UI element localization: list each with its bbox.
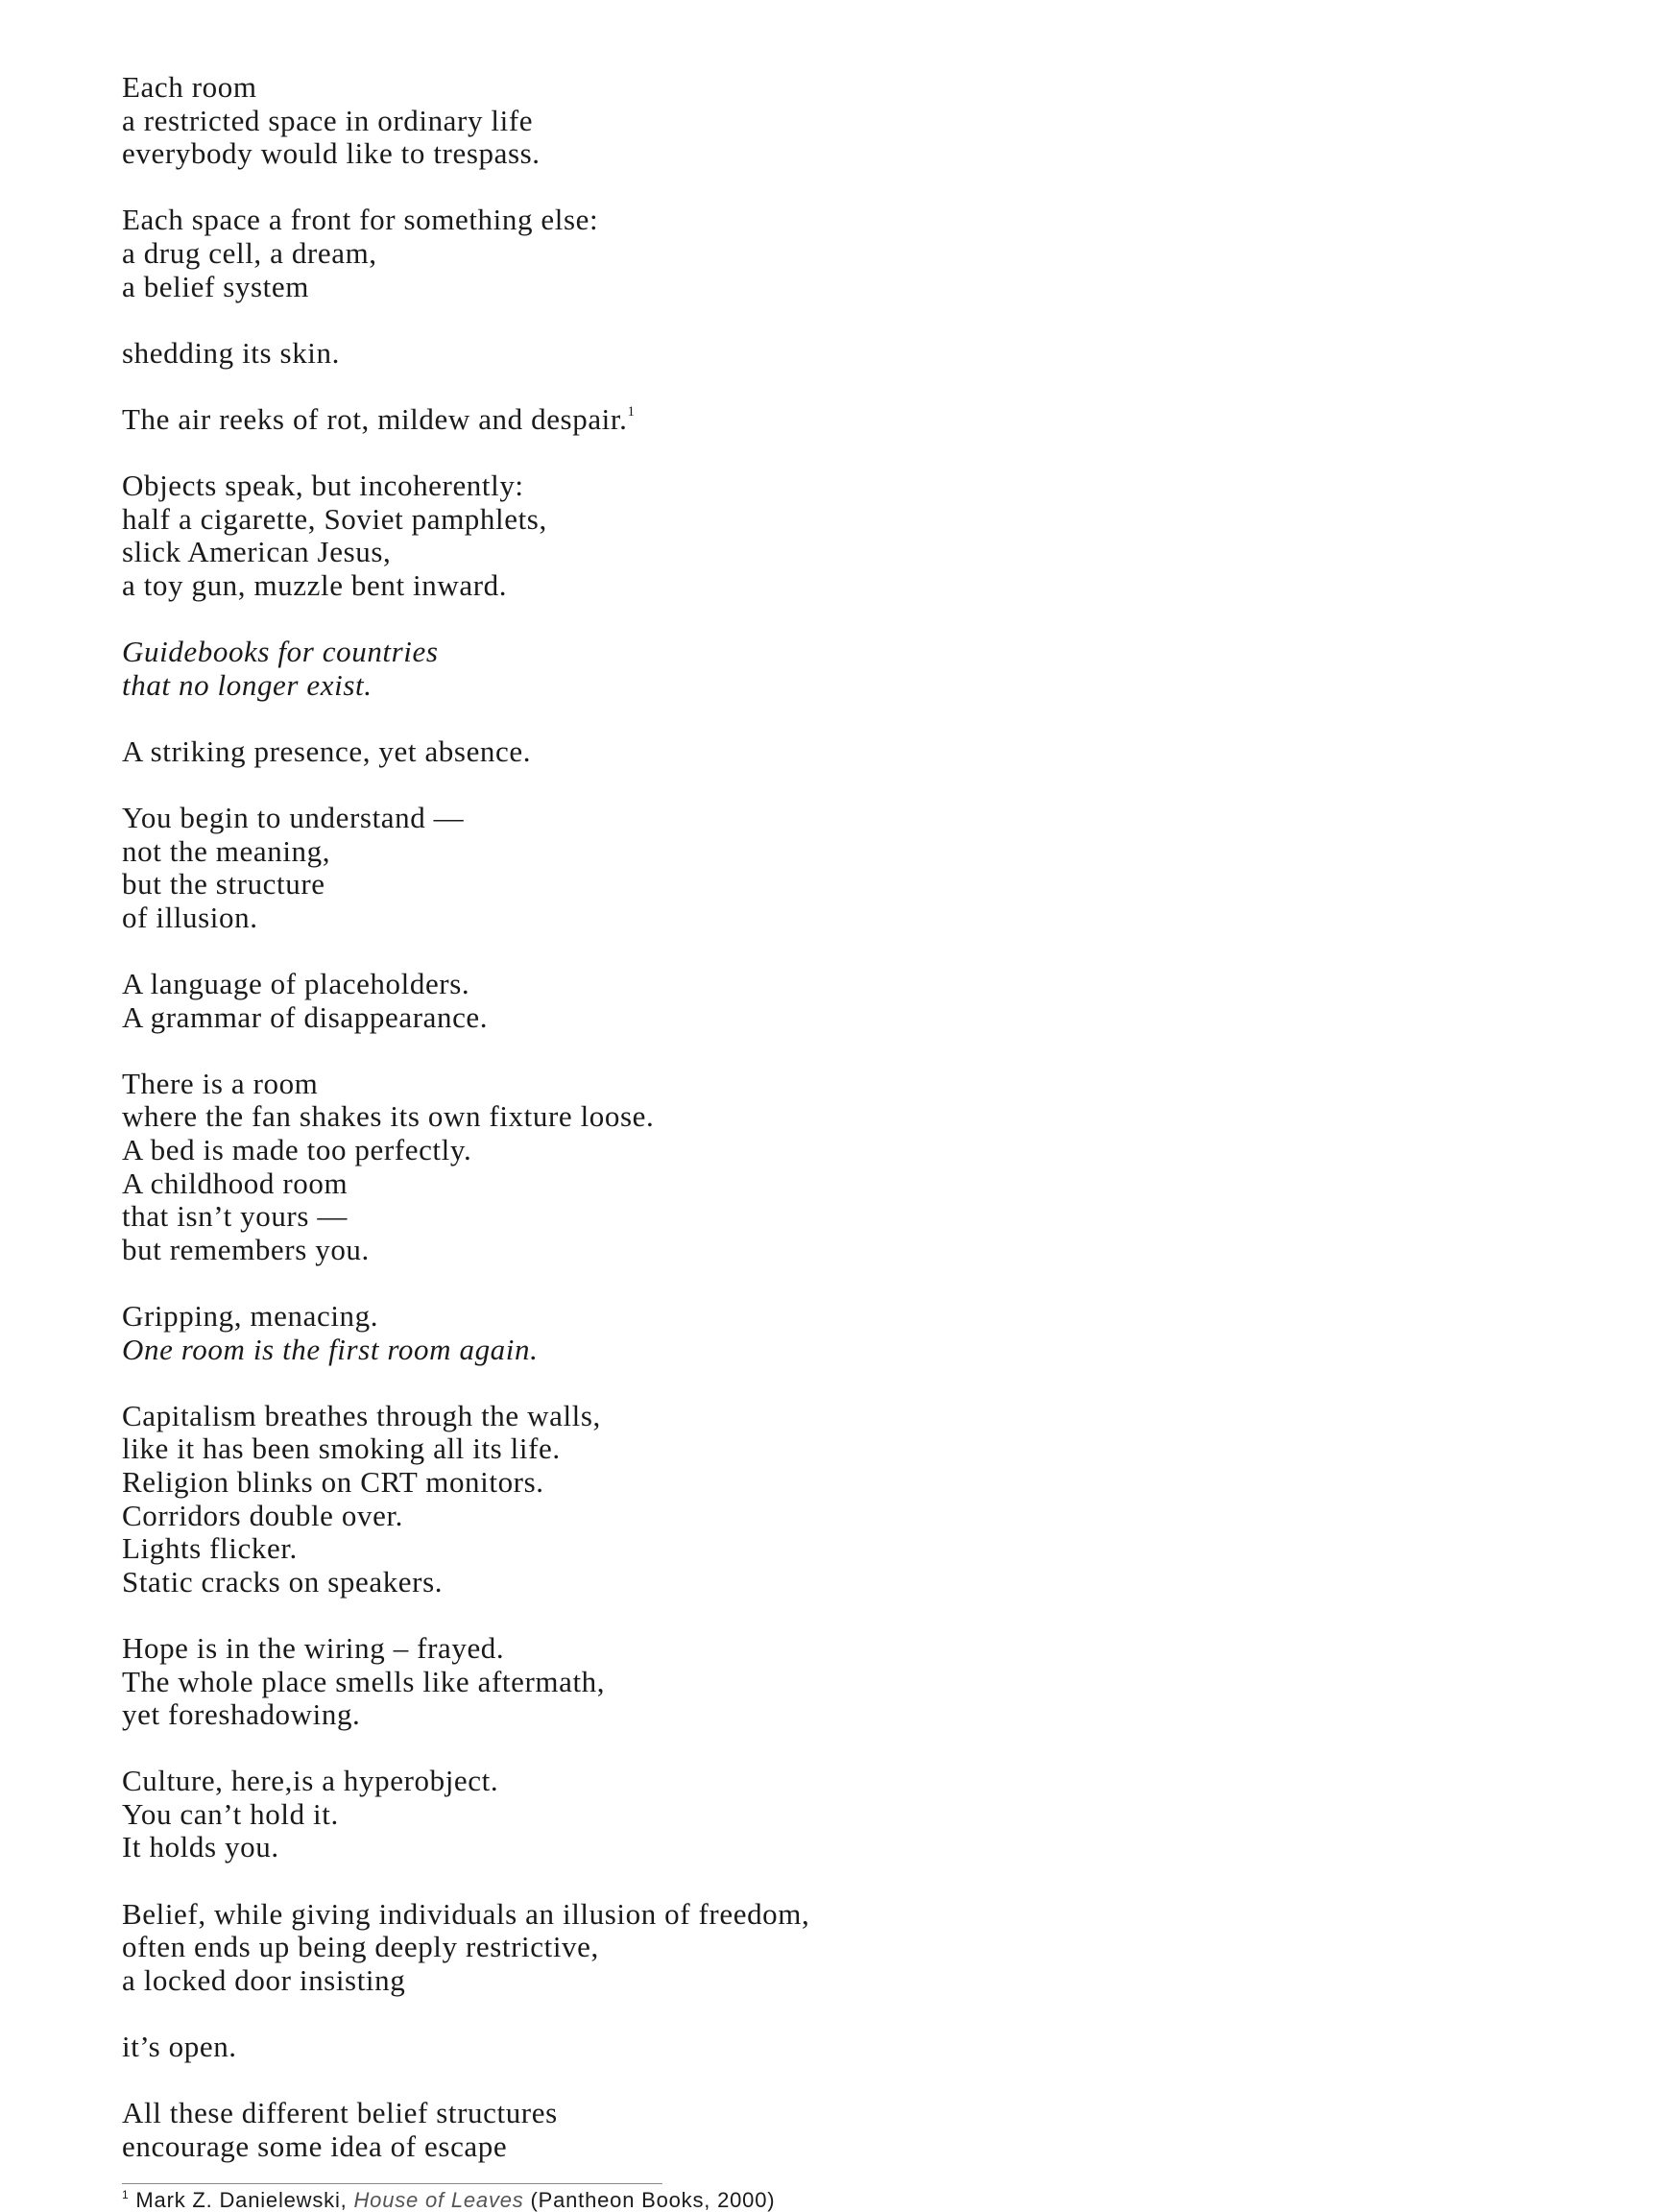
stanza	[122, 735, 1466, 769]
poem-line: everybody would like to trespass.	[122, 136, 541, 171]
poem-line: encourage some idea of escape	[122, 2128, 508, 2163]
stanza	[122, 2031, 1466, 2064]
poem-line: half a cigarette, Soviet pamphlets,	[122, 501, 547, 536]
poem-line: A grammar of disappearance.	[122, 999, 489, 1034]
poem-line: a belief system	[122, 269, 309, 303]
stanza	[122, 1765, 1466, 1864]
poem-line: Gripping, menacing.	[122, 1298, 379, 1333]
stanza	[122, 968, 1466, 1034]
poem-line: You can’t hold it.	[122, 1796, 339, 1831]
stanza	[122, 1632, 1466, 1732]
poem-line: It holds you.	[122, 1830, 279, 1864]
poem-line: like it has been smoking all its life.	[122, 1431, 561, 1466]
stanza	[122, 469, 1466, 602]
poem-line: where the fan shakes its own fixture loose.	[122, 1099, 655, 1134]
poem-line: a drug cell, a dream,	[122, 235, 377, 270]
footnote-author: Mark Z. Danielewski,	[135, 2188, 354, 2212]
poem-line: often ends up being deeply restrictive,	[122, 1930, 599, 1964]
poem-line: a locked door insisting	[122, 1962, 406, 1997]
poem-body	[122, 71, 1466, 2197]
stanza	[122, 802, 1466, 934]
poem-line: A striking presence, yet absence.	[122, 733, 532, 768]
stanza	[122, 1898, 1466, 1998]
stanza	[122, 403, 1466, 437]
poem-line: A childhood room	[122, 1166, 349, 1200]
poem-line: a toy gun, muzzle bent inward.	[122, 567, 508, 602]
poem-line: Objects speak, but incoherently:	[122, 469, 524, 503]
poem-line: All these different belief structures	[122, 2096, 558, 2130]
stanza	[122, 1300, 1466, 1366]
poem-line-text: The air reeks of rot, mildew and despair.	[122, 401, 628, 436]
stanza	[122, 1068, 1466, 1267]
poem-line: but the structure	[122, 867, 325, 902]
footnote-book-title: House of Leaves	[353, 2188, 524, 2212]
poem-line: Each room	[122, 70, 257, 104]
footnote-number: 1	[122, 2188, 130, 2201]
poem-line: that isn’t yours —	[122, 1199, 348, 1234]
stanza	[122, 2097, 1466, 2163]
stanza	[122, 1400, 1466, 1599]
poem-line: A bed is made too perfectly.	[122, 1133, 472, 1166]
poem-line: Static cracks on speakers.	[122, 1564, 444, 1599]
footnote-publisher: (Pantheon Books, 2000)	[523, 2188, 776, 2212]
poem-line: Lights flicker.	[122, 1531, 298, 1566]
poem-line: The whole place smells like aftermath,	[122, 1664, 606, 1698]
footnote-divider	[122, 2183, 662, 2184]
poem-line: but remembers you.	[122, 1232, 370, 1266]
poem-line: slick American Jesus,	[122, 535, 392, 569]
footnote-reference[interactable]: 1	[627, 403, 635, 420]
poem-line: There is a room	[122, 1066, 319, 1100]
poem-line: A language of placeholders.	[122, 967, 470, 1001]
poem-line: a restricted space in ordinary life	[122, 103, 534, 137]
poem-line: it’s open.	[122, 2030, 237, 2064]
poem-line-italic: that no longer exist.	[122, 667, 373, 702]
poem-line: You begin to understand —	[122, 801, 465, 835]
poem-line-with-footnote	[122, 403, 1466, 437]
poem-line: Belief, while giving individuals an illusion of freedom,	[122, 1896, 810, 1931]
poem-line-italic: One room is the first room again.	[122, 1332, 539, 1366]
poem-line-italic: Guidebooks for countries	[122, 635, 439, 669]
stanza	[122, 337, 1466, 371]
poem-line: shedding its skin.	[122, 335, 340, 370]
poem-line: Corridors double over.	[122, 1498, 404, 1532]
stanza	[122, 71, 1466, 171]
poem-line: not the meaning,	[122, 833, 331, 868]
footnote	[122, 2189, 775, 2212]
poem-line: yet foreshadowing.	[122, 1697, 361, 1732]
poem-line: Religion blinks on CRT monitors.	[122, 1464, 544, 1499]
poem-line: Culture, here,is a hyperobject.	[122, 1764, 499, 1798]
poem-line: Hope is in the wiring – frayed.	[122, 1630, 505, 1665]
poem-line: Each space a front for something else:	[122, 203, 599, 237]
stanza	[122, 204, 1466, 303]
poem-line: Capitalism breathes through the walls,	[122, 1398, 601, 1432]
poem-line: of illusion.	[122, 900, 258, 934]
stanza-italic	[122, 636, 1466, 702]
